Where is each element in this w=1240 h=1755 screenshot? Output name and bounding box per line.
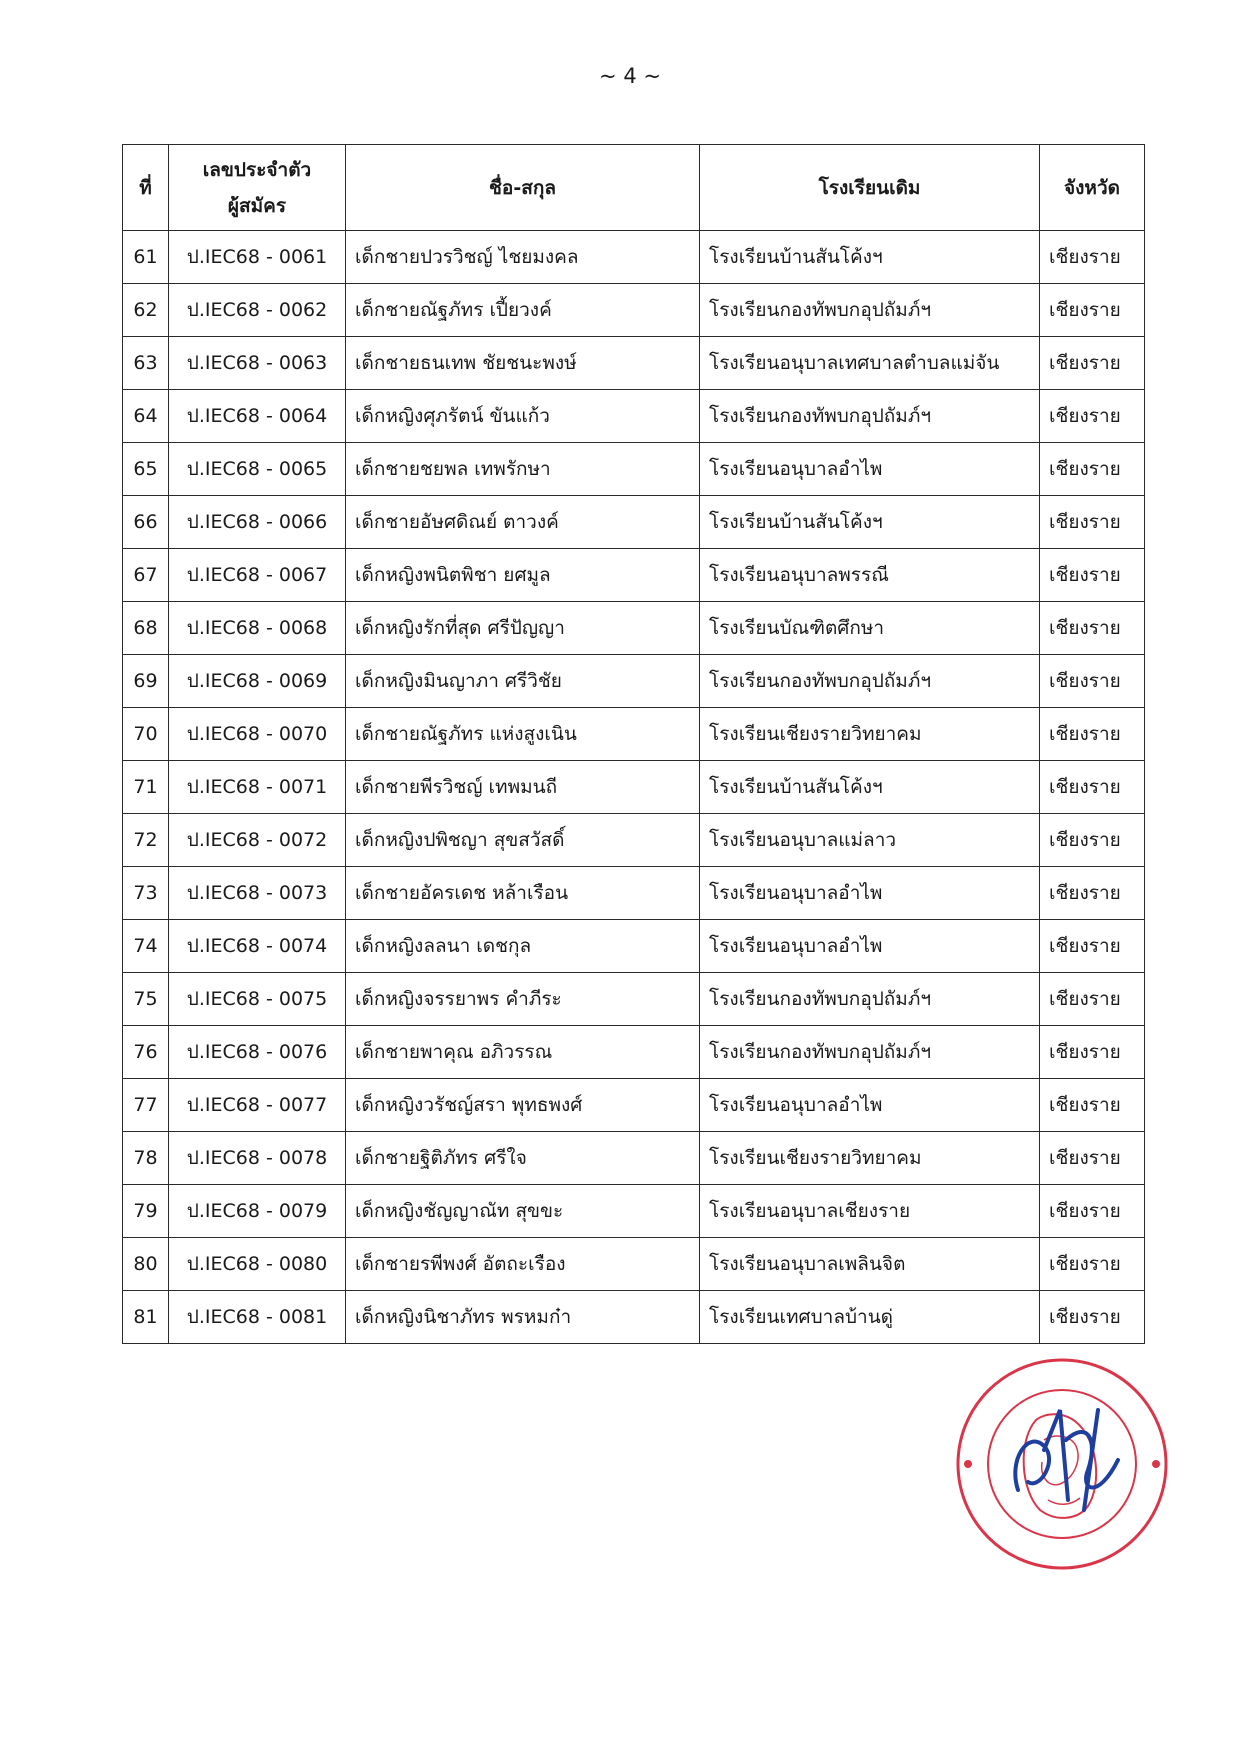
- cell-school: โรงเรียนอนุบาลอำไพ: [700, 1079, 1040, 1132]
- cell-no: 78: [123, 1132, 169, 1185]
- cell-province: เชียงราย: [1040, 1079, 1145, 1132]
- cell-province: เชียงราย: [1040, 1185, 1145, 1238]
- table-row: [123, 973, 1145, 1026]
- table-row: [123, 867, 1145, 920]
- cell-no: 74: [123, 920, 169, 973]
- header-no: ที่: [123, 145, 169, 231]
- cell-name: เด็กชายณัฐภัทร เปี้ยวงค์: [346, 284, 700, 337]
- cell-name: เด็กชายอัครเดช หล้าเรือน: [346, 867, 700, 920]
- cell-applicant-id: ป.IEC68 - 0074: [169, 920, 346, 973]
- cell-school: โรงเรียนอนุบาลอำไพ: [700, 920, 1040, 973]
- header-school: โรงเรียนเดิม: [700, 145, 1040, 231]
- table-row: [123, 284, 1145, 337]
- table-row: [123, 1238, 1145, 1291]
- cell-province: เชียงราย: [1040, 443, 1145, 496]
- cell-no: 79: [123, 1185, 169, 1238]
- cell-applicant-id: ป.IEC68 - 0077: [169, 1079, 346, 1132]
- table-row: [123, 814, 1145, 867]
- cell-name: เด็กชายปวรวิชญ์ ไชยมงคล: [346, 231, 700, 284]
- page-number: ~ 4 ~: [599, 64, 661, 88]
- cell-province: เชียงราย: [1040, 496, 1145, 549]
- table-row: [123, 708, 1145, 761]
- header-name: ชื่อ-สกุล: [346, 145, 700, 231]
- cell-name: เด็กหญิงชัญญาณัท สุขขะ: [346, 1185, 700, 1238]
- table-row: [123, 761, 1145, 814]
- cell-name: เด็กหญิงมินญาภา ศรีวิชัย: [346, 655, 700, 708]
- cell-school: โรงเรียนอนุบาลแม่ลาว: [700, 814, 1040, 867]
- cell-name: เด็กหญิงศุภรัตน์ ขันแก้ว: [346, 390, 700, 443]
- cell-applicant-id: ป.IEC68 - 0079: [169, 1185, 346, 1238]
- table-body: [123, 231, 1145, 1344]
- cell-name: เด็กชายพาคุณ อภิวรรณ: [346, 1026, 700, 1079]
- cell-no: 61: [123, 231, 169, 284]
- table-row: [123, 1291, 1145, 1344]
- table-row: [123, 920, 1145, 973]
- cell-province: เชียงราย: [1040, 1291, 1145, 1344]
- cell-province: เชียงราย: [1040, 655, 1145, 708]
- cell-school: โรงเรียนอนุบาลเชียงราย: [700, 1185, 1040, 1238]
- cell-no: 67: [123, 549, 169, 602]
- cell-school: โรงเรียนอนุบาลพรรณี: [700, 549, 1040, 602]
- cell-applicant-id: ป.IEC68 - 0070: [169, 708, 346, 761]
- table-row: [123, 655, 1145, 708]
- cell-no: 63: [123, 337, 169, 390]
- table-row: [123, 390, 1145, 443]
- cell-applicant-id: ป.IEC68 - 0067: [169, 549, 346, 602]
- cell-province: เชียงราย: [1040, 602, 1145, 655]
- cell-province: เชียงราย: [1040, 337, 1145, 390]
- cell-name: เด็กชายชยพล เทพรักษา: [346, 443, 700, 496]
- table-row: [123, 1079, 1145, 1132]
- cell-province: เชียงราย: [1040, 973, 1145, 1026]
- cell-applicant-id: ป.IEC68 - 0062: [169, 284, 346, 337]
- cell-name: เด็กหญิงลลนา เดชกุล: [346, 920, 700, 973]
- cell-province: เชียงราย: [1040, 814, 1145, 867]
- cell-applicant-id: ป.IEC68 - 0061: [169, 231, 346, 284]
- cell-no: 68: [123, 602, 169, 655]
- cell-school: โรงเรียนกองทัพบกอุปถัมภ์ฯ: [700, 1026, 1040, 1079]
- cell-applicant-id: ป.IEC68 - 0081: [169, 1291, 346, 1344]
- cell-no: 66: [123, 496, 169, 549]
- table-row: [123, 496, 1145, 549]
- cell-school: โรงเรียนกองทัพบกอุปถัมภ์ฯ: [700, 284, 1040, 337]
- cell-school: โรงเรียนบ้านสันโค้งฯ: [700, 231, 1040, 284]
- cell-school: โรงเรียนอนุบาลอำไพ: [700, 443, 1040, 496]
- cell-province: เชียงราย: [1040, 390, 1145, 443]
- table-row: [123, 1026, 1145, 1079]
- cell-school: โรงเรียนอนุบาลเทศบาลตำบลแม่จัน: [700, 337, 1040, 390]
- cell-name: เด็กหญิงนิชาภัทร พรหมก๋า: [346, 1291, 700, 1344]
- cell-no: 71: [123, 761, 169, 814]
- cell-no: 65: [123, 443, 169, 496]
- cell-name: เด็กชายอัษศดิณย์ ตาวงค์: [346, 496, 700, 549]
- cell-school: โรงเรียนเทศบาลบ้านดู่: [700, 1291, 1040, 1344]
- cell-no: 76: [123, 1026, 169, 1079]
- cell-applicant-id: ป.IEC68 - 0063: [169, 337, 346, 390]
- table-row: [123, 549, 1145, 602]
- cell-name: เด็กหญิงรักที่สุด ศรีปัญญา: [346, 602, 700, 655]
- header-applicant-id: เลขประจำตัว ผู้สมัคร: [169, 145, 346, 231]
- cell-no: 73: [123, 867, 169, 920]
- cell-no: 62: [123, 284, 169, 337]
- cell-no: 75: [123, 973, 169, 1026]
- header-province: จังหวัด: [1040, 145, 1145, 231]
- cell-applicant-id: ป.IEC68 - 0069: [169, 655, 346, 708]
- cell-name: เด็กชายธนเทพ ชัยชนะพงษ์: [346, 337, 700, 390]
- cell-province: เชียงราย: [1040, 231, 1145, 284]
- cell-applicant-id: ป.IEC68 - 0071: [169, 761, 346, 814]
- cell-applicant-id: ป.IEC68 - 0080: [169, 1238, 346, 1291]
- cell-school: โรงเรียนเชียงรายวิทยาคม: [700, 708, 1040, 761]
- cell-name: เด็กหญิงวรัชญ์สรา พุทธพงศ์: [346, 1079, 700, 1132]
- cell-province: เชียงราย: [1040, 284, 1145, 337]
- school-seal-icon: [948, 1350, 1176, 1578]
- cell-province: เชียงราย: [1040, 920, 1145, 973]
- table-header-row: [123, 145, 1145, 231]
- cell-no: 69: [123, 655, 169, 708]
- table-row: [123, 1185, 1145, 1238]
- table-row: [123, 231, 1145, 284]
- cell-school: โรงเรียนอนุบาลเพลินจิต: [700, 1238, 1040, 1291]
- cell-applicant-id: ป.IEC68 - 0072: [169, 814, 346, 867]
- cell-applicant-id: ป.IEC68 - 0066: [169, 496, 346, 549]
- cell-name: เด็กหญิงพนิตพิชา ยศมูล: [346, 549, 700, 602]
- cell-province: เชียงราย: [1040, 1238, 1145, 1291]
- cell-applicant-id: ป.IEC68 - 0078: [169, 1132, 346, 1185]
- table-row: [123, 602, 1145, 655]
- table-row: [123, 443, 1145, 496]
- cell-school: โรงเรียนกองทัพบกอุปถัมภ์ฯ: [700, 655, 1040, 708]
- cell-no: 72: [123, 814, 169, 867]
- cell-name: เด็กชายณัฐภัทร แห่งสูงเนิน: [346, 708, 700, 761]
- cell-school: โรงเรียนเชียงรายวิทยาคม: [700, 1132, 1040, 1185]
- cell-province: เชียงราย: [1040, 867, 1145, 920]
- table-row: [123, 1132, 1145, 1185]
- cell-name: เด็กหญิงจรรยาพร คำภีระ: [346, 973, 700, 1026]
- cell-province: เชียงราย: [1040, 1026, 1145, 1079]
- cell-province: เชียงราย: [1040, 708, 1145, 761]
- cell-province: เชียงราย: [1040, 761, 1145, 814]
- cell-applicant-id: ป.IEC68 - 0064: [169, 390, 346, 443]
- cell-no: 80: [123, 1238, 169, 1291]
- cell-applicant-id: ป.IEC68 - 0068: [169, 602, 346, 655]
- applicants-table: [122, 144, 1145, 1344]
- cell-school: โรงเรียนบัณฑิตศึกษา: [700, 602, 1040, 655]
- cell-school: โรงเรียนอนุบาลอำไพ: [700, 867, 1040, 920]
- cell-name: เด็กชายพีรวิชญ์ เทพมนถี: [346, 761, 700, 814]
- cell-school: โรงเรียนกองทัพบกอุปถัมภ์ฯ: [700, 973, 1040, 1026]
- cell-school: โรงเรียนบ้านสันโค้งฯ: [700, 761, 1040, 814]
- cell-province: เชียงราย: [1040, 549, 1145, 602]
- cell-name: เด็กชายฐิติภัทร ศรีใจ: [346, 1132, 700, 1185]
- cell-name: เด็กชายรพีพงศ์ อัตถะเรือง: [346, 1238, 700, 1291]
- cell-applicant-id: ป.IEC68 - 0076: [169, 1026, 346, 1079]
- cell-no: 81: [123, 1291, 169, 1344]
- cell-applicant-id: ป.IEC68 - 0075: [169, 973, 346, 1026]
- cell-province: เชียงราย: [1040, 1132, 1145, 1185]
- table-row: [123, 337, 1145, 390]
- cell-name: เด็กหญิงปพิชญา สุขสวัสดิ์: [346, 814, 700, 867]
- cell-no: 64: [123, 390, 169, 443]
- cell-school: โรงเรียนบ้านสันโค้งฯ: [700, 496, 1040, 549]
- cell-applicant-id: ป.IEC68 - 0065: [169, 443, 346, 496]
- cell-school: โรงเรียนกองทัพบกอุปถัมภ์ฯ: [700, 390, 1040, 443]
- cell-applicant-id: ป.IEC68 - 0073: [169, 867, 346, 920]
- cell-no: 77: [123, 1079, 169, 1132]
- cell-no: 70: [123, 708, 169, 761]
